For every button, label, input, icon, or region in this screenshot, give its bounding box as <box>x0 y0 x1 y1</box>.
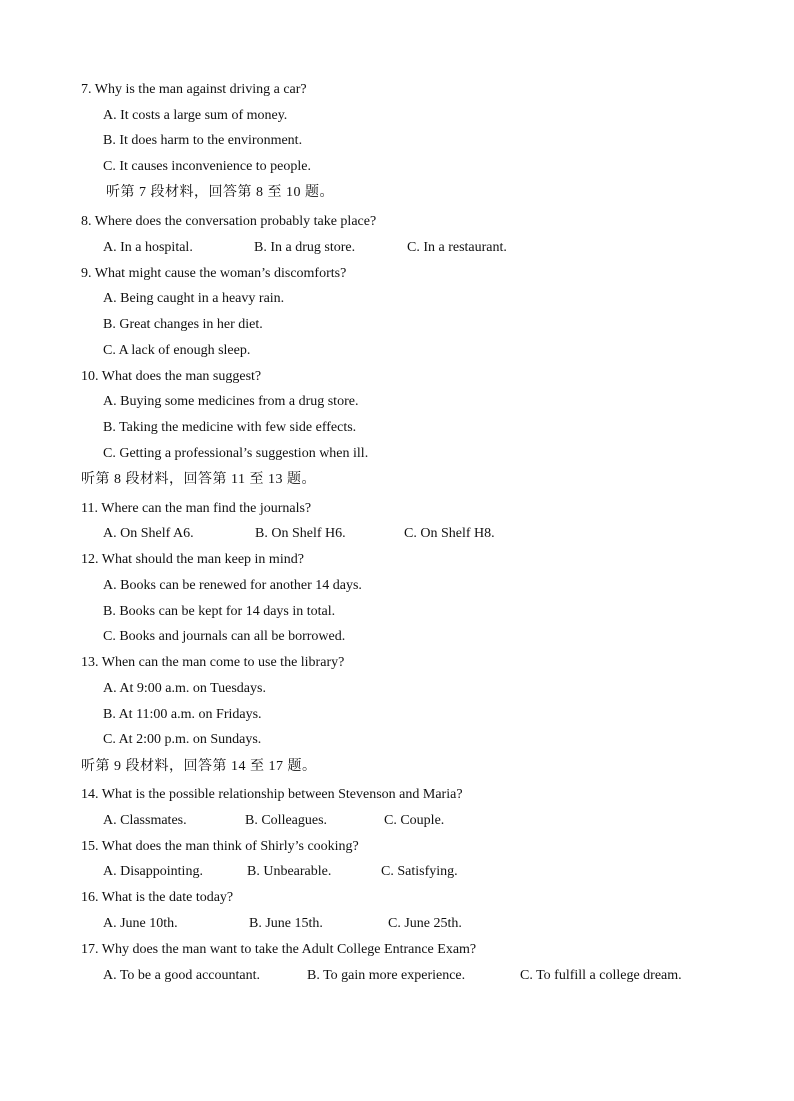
option-14c: C. Couple. <box>384 813 445 828</box>
section-header-9: 听第 9 段材料，回答第 14 至 17 题。 <box>81 759 317 774</box>
option-16b: B. June 15th. <box>249 916 323 931</box>
option-12b: B. Books can be kept for 14 days in total. <box>103 604 336 619</box>
question-16: 16. What is the date today? <box>81 890 234 905</box>
option-13b: B. At 11:00 a.m. on Fridays. <box>103 707 262 722</box>
section-header-8: 听第 8 段材料，回答第 11 至 13 题。 <box>81 472 316 487</box>
option-7b: B. It does harm to the environment. <box>103 133 303 148</box>
option-11c: C. On Shelf H8. <box>404 526 495 541</box>
option-10b: B. Taking the medicine with few side effects. <box>103 420 357 435</box>
option-15c: C. Satisfying. <box>381 864 458 879</box>
option-13a: A. At 9:00 a.m. on Tuesdays. <box>103 681 266 696</box>
option-16c: C. June 25th. <box>388 916 462 931</box>
option-8c: C. In a restaurant. <box>407 240 507 255</box>
option-15a: A. Disappointing. <box>103 864 203 879</box>
option-8b: B. In a drug store. <box>254 240 356 255</box>
question-15: 15. What does the man think of Shirly’s cooking? <box>81 839 359 854</box>
option-10c: C. Getting a professional’s suggestion when ill. <box>103 446 369 461</box>
option-14a: A. Classmates. <box>103 813 187 828</box>
question-10: 10. What does the man suggest? <box>81 369 262 384</box>
question-17: 17. Why does the man want to take the Adult College Entrance Exam? <box>81 942 477 957</box>
question-11: 11. Where can the man find the journals? <box>81 501 312 516</box>
option-8a: A. In a hospital. <box>103 240 193 255</box>
option-17c: C. To fulfill a college dream. <box>520 968 682 983</box>
question-9: 9. What might cause the woman’s discomforts? <box>81 266 347 281</box>
question-8: 8. Where does the conversation probably take place? <box>81 214 377 229</box>
question-12: 12. What should the man keep in mind? <box>81 552 304 567</box>
option-9a: A. Being caught in a heavy rain. <box>103 291 285 306</box>
option-12a: A. Books can be renewed for another 14 days. <box>103 578 362 593</box>
option-9b: B. Great changes in her diet. <box>103 317 263 332</box>
option-16a: A. June 10th. <box>103 916 178 931</box>
option-11b: B. On Shelf H6. <box>255 526 346 541</box>
option-15b: B. Unbearable. <box>247 864 332 879</box>
option-11a: A. On Shelf A6. <box>103 526 194 541</box>
question-7: 7. Why is the man against driving a car? <box>81 82 307 97</box>
section-header-7: 听第 7 段材料，回答第 8 至 10 题。 <box>106 185 334 200</box>
question-13: 13. When can the man come to use the library? <box>81 655 345 670</box>
option-12c: C. Books and journals can all be borrowed. <box>103 629 346 644</box>
option-17b: B. To gain more experience. <box>307 968 466 983</box>
option-10a: A. Buying some medicines from a drug store. <box>103 394 359 409</box>
option-13c: C. At 2:00 p.m. on Sundays. <box>103 732 262 747</box>
option-7a: A. It costs a large sum of money. <box>103 108 288 123</box>
option-9c: C. A lack of enough sleep. <box>103 343 251 358</box>
option-7c: C. It causes inconvenience to people. <box>103 159 311 174</box>
question-14: 14. What is the possible relationship between Stevenson and Maria? <box>81 787 463 802</box>
option-17a: A. To be a good accountant. <box>103 968 260 983</box>
option-14b: B. Colleagues. <box>245 813 328 828</box>
